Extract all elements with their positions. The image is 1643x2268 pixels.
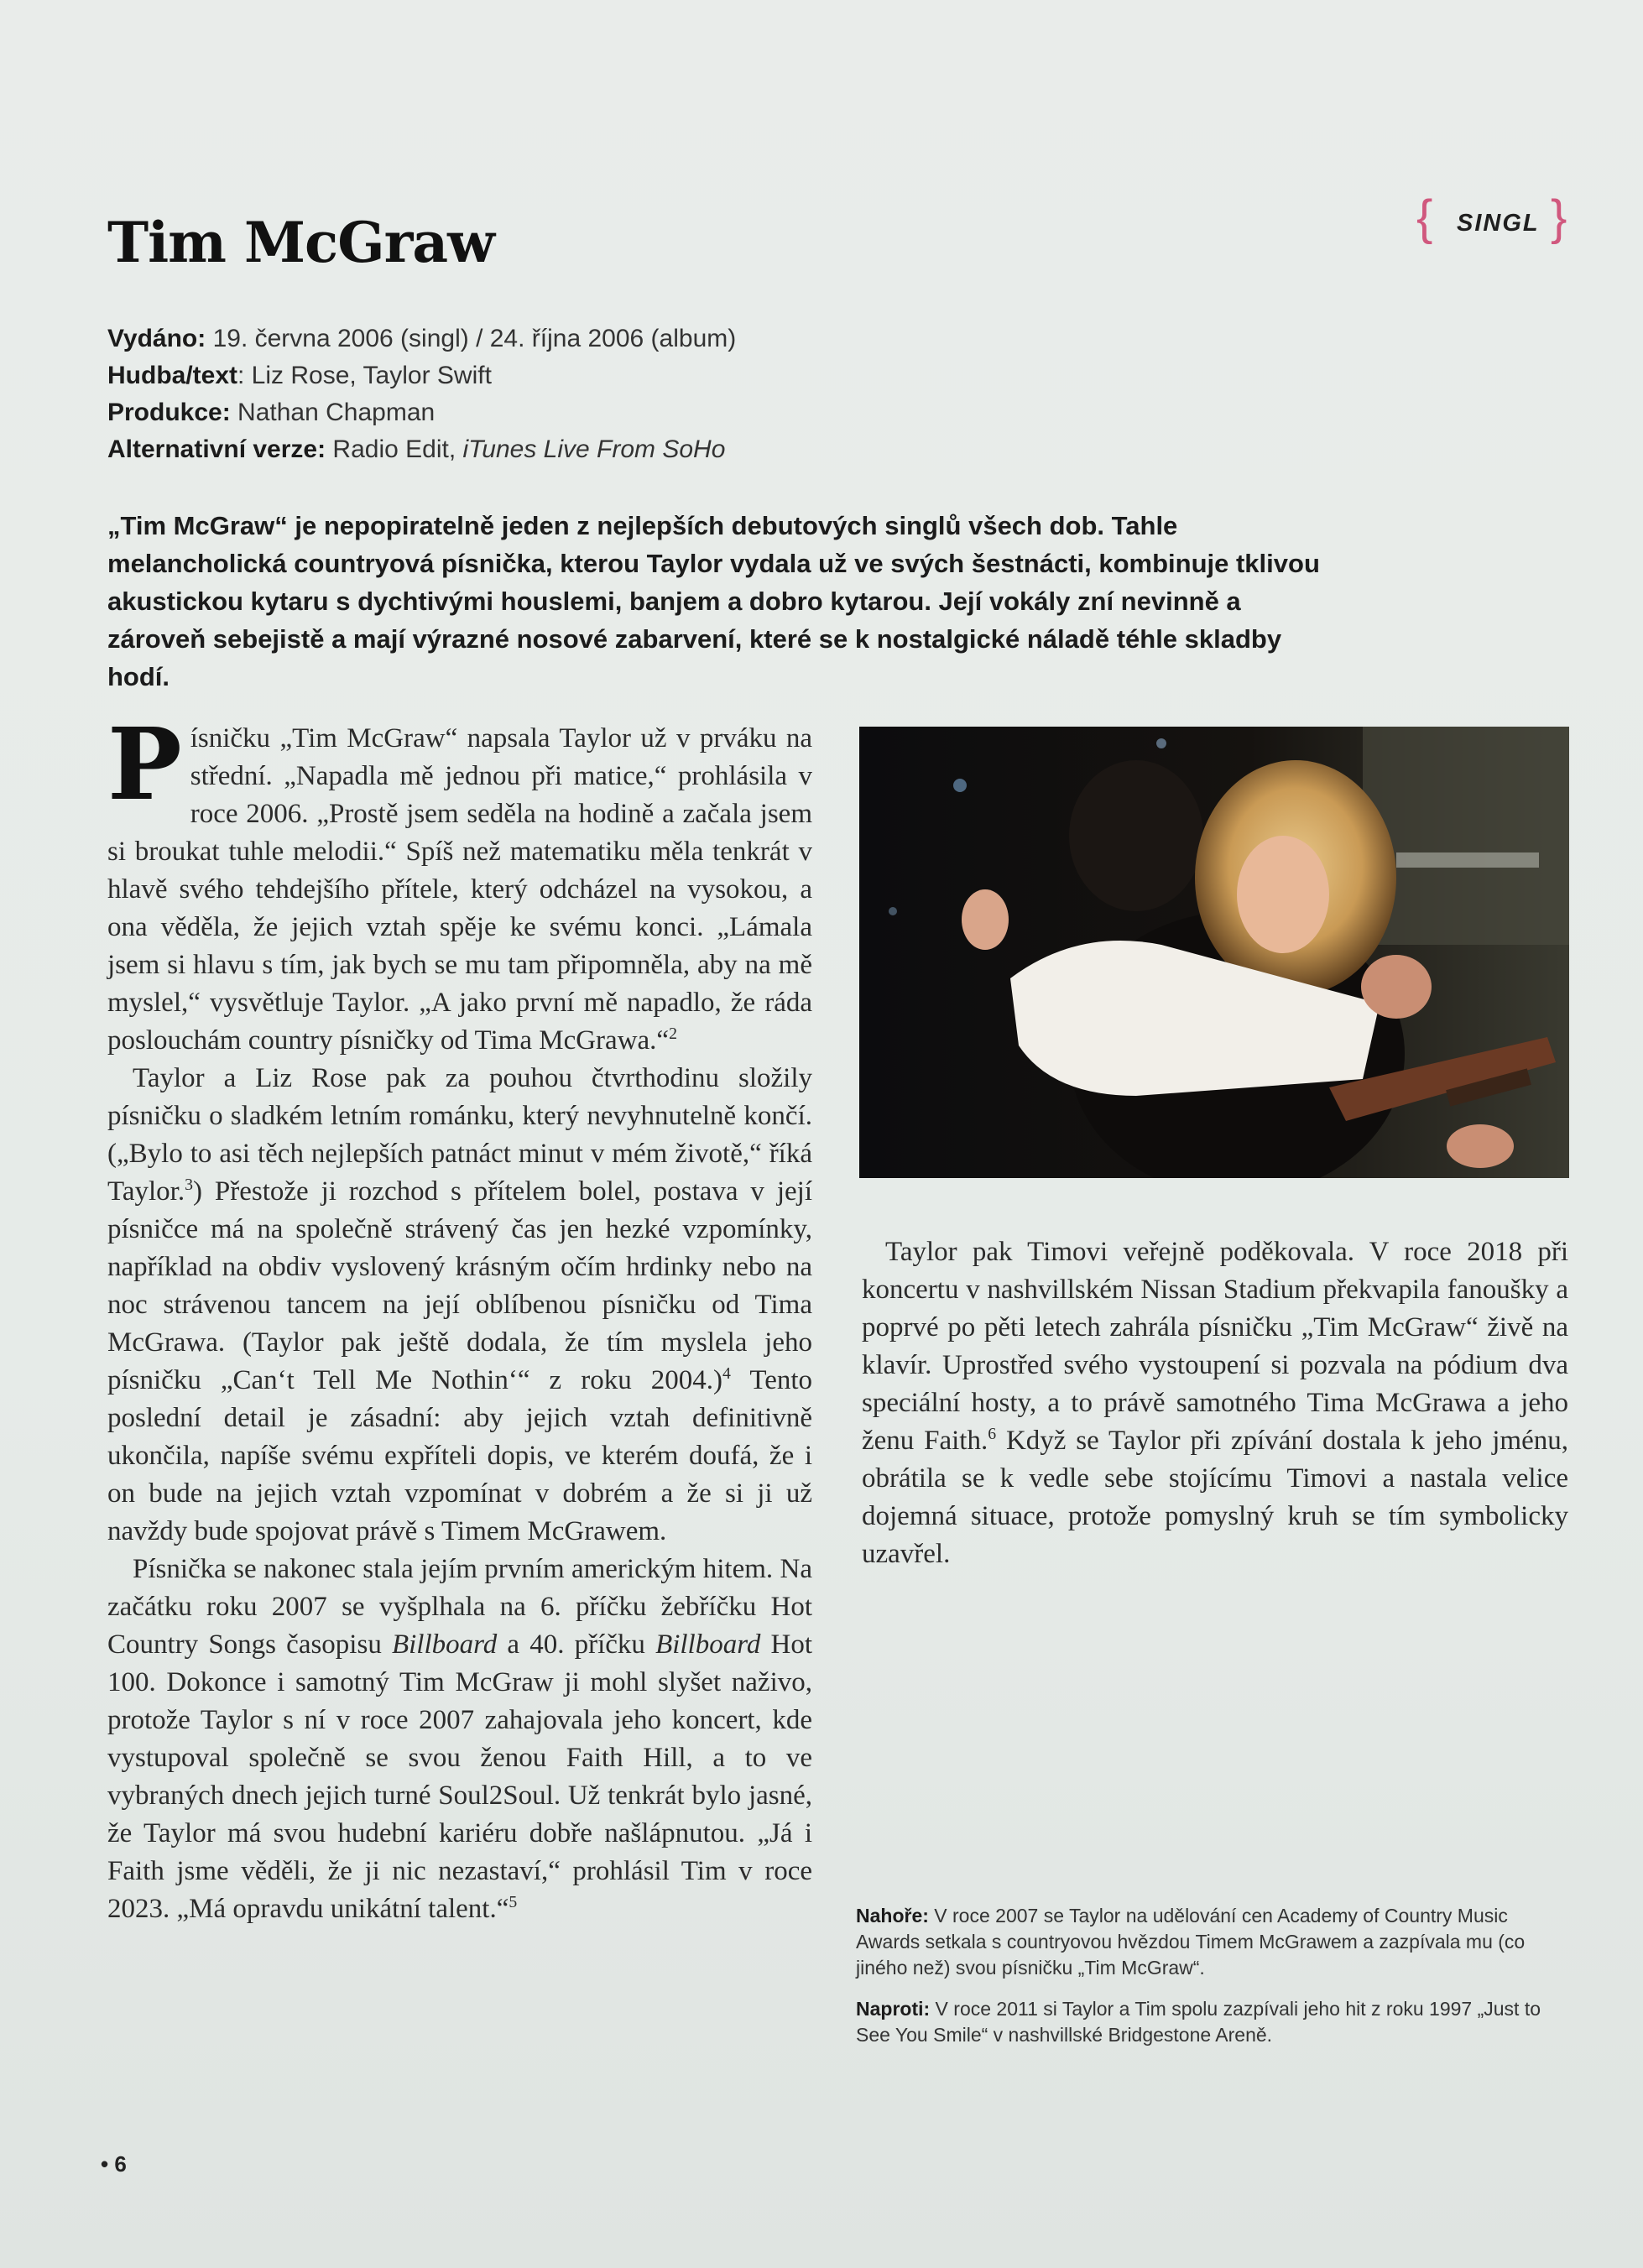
- page-number: • 6: [101, 2151, 127, 2177]
- body-paragraph-3: [107, 1551, 812, 1928]
- meta-music-label: Hudba/text: [107, 362, 238, 389]
- meta-alt-value-italic: iTunes Live From SoHo: [462, 435, 726, 463]
- body-paragraph-3-text-b: a 40. příčku: [497, 1629, 656, 1660]
- meta-alt-label: Alternativní verze:: [107, 435, 326, 463]
- concert-photo: [859, 727, 1569, 1178]
- footnote-ref: 6: [988, 1425, 997, 1443]
- footnote-ref: 4: [722, 1364, 731, 1383]
- meta-production-value: Nathan Chapman: [230, 399, 436, 426]
- body-paragraph-2: [107, 1060, 812, 1551]
- photo-illustration: [859, 727, 1569, 1178]
- body-paragraph-3-text-c: Hot 100. Dokonce i samotný Tim McGraw ji mohl slyšet naživo, protože Taylor s ní v roce 2007 zahajovala jeho koncert, kde vystupoval společně se svou ženou Faith Hill, a to ve vybraných dnech jejich turné Soul2Soul. Už tenkrát bylo jasné, že Taylor má svou hudební kariéru dobře našlápnutou. „Já i Faith jsme věděli, že ji nic nezastaví,“ prohlásil Tim v roce 2023. „Má opravdu unikátní talent.“: [107, 1629, 812, 1924]
- song-metadata: [107, 321, 947, 468]
- section-badge-label: SINGL: [1457, 210, 1540, 237]
- section-badge: [1410, 190, 1578, 248]
- body-paragraph-2-text-a: Taylor a Liz Rose pak za pouhou čtvrthodinu složily písničku o sladkém letním románku, který nevyhnutelně končí. („Bylo to asi těch nejlepších patnáct minut v mém životě,“ říká Taylor.: [107, 1063, 812, 1207]
- meta-production: [107, 394, 947, 431]
- meta-released-value: 19. června 2006 (singl) / 24. října 2006 (album): [206, 325, 737, 352]
- caption-top: [856, 1903, 1561, 1981]
- caption-opposite: [856, 1996, 1561, 2048]
- meta-alt-value: Radio Edit,: [326, 435, 463, 463]
- body-right-text-a: Taylor pak Timovi veřejně poděkovala. V roce 2018 při koncertu v nashvillském Nissan Stadium překvapila fanoušky a poprvé po pěti letech zahrála písničku „Tim McGraw“ živě na klavír. Uprostřed svého vystoupení si pozvala na pódium dva speciální hosty, a to právě samotného Tima McGrawa a jeho ženu Faith.: [862, 1237, 1568, 1456]
- right-brace-ornament: }: [1551, 190, 1567, 245]
- body-paragraph-1-text: ísničku „Tim McGraw“ napsala Taylor už v prváku na střední. „Napadla mě jednou při matice,“ prohlásila v roce 2006. „Prostě jsem seděla na hodině a začala jsem si broukat tuhle melodii.“ Spíš než matematiku měla tenkrát v hlavě svého tehdejšího přítele, který odcházel na vysokou, a ona věděla, že jejich vztah spěje ke svému konci. „Lámala jsem si hlavu s tím, jak bych se mu tam připomněla, aby na mě myslel,“ vysvětluje Taylor. „A jako první mě napadlo, že ráda poslouchám country písničky od Tima McGrawa.“: [107, 723, 812, 1056]
- caption-opposite-text: V roce 2011 si Taylor a Tim spolu zazpívali jeho hit z roku 1997 „Just to See You Smile“ v nashvillské Bridgestone Areně.: [856, 1998, 1541, 2046]
- article-body-right: [862, 1233, 1568, 1573]
- article-body-left: [107, 706, 813, 1928]
- body-paragraph-1: [107, 706, 812, 1060]
- drop-cap: P: [107, 706, 182, 822]
- lead-paragraph: „Tim McGraw“ je nepopiratelně jeden z nejlepších debutových singlů všech dob. Tahle melancholická countryová písnička, kterou Taylor vydala už ve svých šestnácti, kombinuje tklivou akustickou kytaru s dychtivými houslemi, banjem a dobro kytarou. Její vokály zní nevinně a zároveň sebejistě a mají výrazné nosové zabarvení, které se k nostalgické náladě téhle skladby hodí.: [107, 511, 1320, 691]
- meta-released: [107, 321, 947, 357]
- body-paragraph-2-text-c: Tento poslední detail je zásadní: aby jejich vztah definitivně ukončila, napíše svému expříteli dopis, ve kterém doufá, že i on bude na jejich vztah vzpomínat v dobrém a že si ji už navždy bude spojovat právě s Timem McGrawem.: [107, 1365, 813, 1546]
- body-paragraph-2-text-b: ) Přestože ji rozchod s přítelem bolel, postava v její písničce má na společně strávený čas jen hezké vzpomínky, například na obdiv vyslovený krásným očím hrdinky nebo na noc strávenou tancem na její oblíbenou písničku od Tima McGrawa. (Taylor pak ještě dodala, že tím myslela jeho písničku „Can‘t Tell Me Nothin‘“ z roku 2004.): [107, 1176, 812, 1395]
- left-brace-ornament: {: [1416, 190, 1433, 245]
- meta-music-value: : Liz Rose, Taylor Swift: [237, 362, 492, 389]
- footnote-ref: 2: [669, 1025, 677, 1043]
- body-right-paragraph: [862, 1233, 1568, 1573]
- song-title: Tim McGraw: [107, 210, 494, 275]
- caption-top-label: Nahoře:: [856, 1905, 929, 1926]
- meta-alternative: [107, 431, 947, 468]
- photo-captions: [856, 1903, 1561, 2063]
- footnote-ref: 3: [185, 1176, 193, 1194]
- body-paragraph-3-text-a: Písnička se nakonec stala jejím prvním americkým hitem. Na začátku roku 2007 se vyšplhala na 6. příčku žebříčku Hot Country Songs časopisu: [107, 1554, 812, 1660]
- magazine-title: Billboard: [391, 1629, 498, 1660]
- footnote-ref: 5: [509, 1893, 518, 1911]
- meta-production-label: Produkce:: [107, 399, 231, 426]
- caption-opposite-label: Naproti:: [856, 1998, 931, 2020]
- meta-released-label: Vydáno:: [107, 325, 206, 352]
- caption-top-text: V roce 2007 se Taylor na udělování cen Academy of Country Music Awards setkala s countryovou hvězdou Timem McGrawem a zazpívala mu (co jiného než) svou písničku „Tim McGraw“.: [856, 1905, 1526, 1979]
- meta-music: [107, 357, 947, 394]
- body-right-text-b: Když se Taylor při zpívání dostala k jeho jménu, obrátila se k vedle sebe stojícímu Timovi a nastala velice dojemná situace, protože pomyslný kruh se tím symbolicky uzavřel.: [862, 1426, 1568, 1569]
- magazine-title: Billboard: [655, 1629, 761, 1660]
